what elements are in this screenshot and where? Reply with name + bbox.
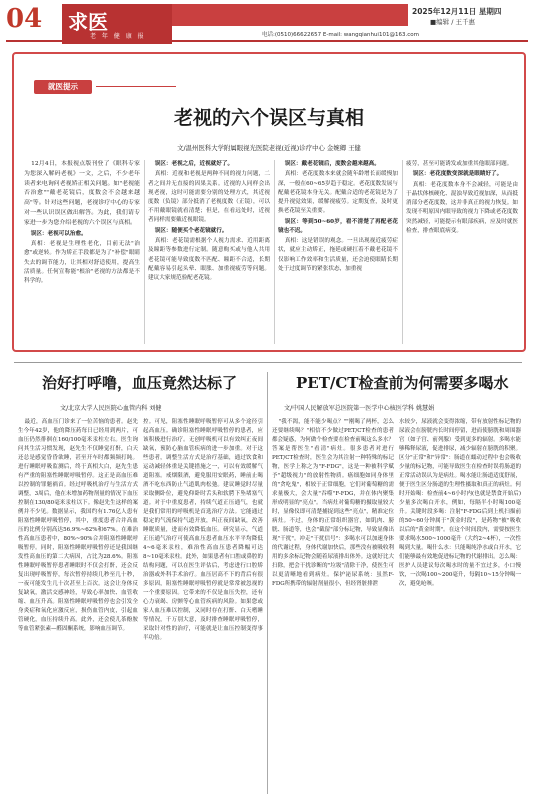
section-rule bbox=[14, 362, 522, 363]
article-left-title: 治好打呼噜，血压竟然达标了 bbox=[42, 374, 238, 392]
contact-line: 电话:(0510)66622657 E-mail: wangqianhui101@163.com bbox=[262, 32, 419, 38]
masthead-red-band bbox=[172, 4, 408, 26]
myth-truth: 真相：老花度数本身不会减轻，可能是由于晶状体核硬化、混浊导致近视加深，从而抵消部分老花度数，这并非真正的视力恢复。如发现不明原因内眼导致的视力下降或老花度数突然减轻，可能提示有眼部疾病，应及时就医检查，排查眼底病变。 bbox=[406, 181, 518, 234]
feature-column-1 bbox=[24, 160, 140, 346]
column-divider bbox=[144, 160, 145, 344]
column-divider bbox=[274, 160, 275, 344]
article-left-text: 最近，高血压门诊来了一位苦恼的患者。赵先生今年42岁，他的降压药每日已经用到两片，可血压仍然徘徊在160/100毫米汞柱左右。医生询问其生活习惯发现，赵先生不仅睡觉打鼾，白天还总是感觉昏昏欲睡，甚至开车时都频频打盹。进行睡眠呼吸监测后，终于真相大白，赵先生患有严重的阻塞性睡眠呼吸暂停。这正是高血压难以控制的罪魁祸首。经过呼吸机治疗与生活方式调整，3周后，他在未增加药物剂量的情况下血压控制在130/80毫米汞柱以下。像赵先生这样的案例并不少见。数据显示，我国约有1.76亿人患有阻塞性睡眠呼吸暂停，其中，重度患者合并高血压的比例分别高达56.9%~62%和67%。在难治性高血压患者中，80%~90%合并阻塞性睡眠呼吸暂停。同时，阻塞性睡眠呼吸暂停还是我国继发性高血压的第二大病因，占比为28.6%。阻塞性睡眠呼吸暂停患者睡眠时不仅会打鼾，还会反复出现呼吸暂停，每次暂停持续几秒至几十秒，一夜可能发生几十次甚至上百次。这会让身体反复缺氧，激活交感神经，导致心率加快、血管收缩、血压升高。阻塞性睡眠呼吸暂停也会引发全身炎症和氧化应激反应，损伤血管内皮，引起血管硬化，血压持续升高。此外，还会使儿茶酚胺等血管紧张素—醛固酮系统，影响血压调节。 bbox=[18, 419, 138, 632]
section-title: 求医 bbox=[68, 10, 108, 34]
page-number: 04 bbox=[6, 4, 43, 34]
feature-byline: 文/温州医科大学附属眼视光医院老视(近视)诊疗中心 金婉卿 王健 bbox=[177, 144, 361, 152]
column-divider bbox=[402, 160, 403, 344]
masthead-rule bbox=[6, 40, 528, 42]
myth-truth: 真相：老花度数本来就会随年龄增长而缓慢加深，一般在60~65岁趋于稳定。老花度数发展与配戴老花镜本身无关。配戴合适的老花镜是为了提升视觉效果，缓解视疲劳。定期复查，及时更换老花镜至关重要。 bbox=[278, 171, 398, 215]
article-right-text: "我不渴，能不能少喝点？""刚喝了两杯，怎么还要继续喝？"相信不少做过PET/CT检查的患者都会疑惑，为何做个检查要在检查前喝这么多水？答案是帮医生"看清"病灶。很多患者对进行PET/CT检查时，医生会为其注射一种特殊的标记物，医学上称之为"F-FDG"，这是一种被科学赋予"超级视力"的放射性物质。癌细胞如同身体里的"贪吃鬼"，相较于正常细胞，它们对葡萄糖的需求量极大，会大量"吞噬"F-FDG，并在体内聚集形成明显的"亮点"。当病灶对葡萄糖的摄取量较大时，显像仪即可清楚捕捉到这些"亮点"，精准定位病灶。不过，身体的正常组织器官，如肌肉、膀胱、肠道等，也会"截留"部分标记物，导致显像出现"干扰"。冲走"干扰信号"：多喝水可以加速身体的代谢过程，身体代谢加快后，那些没有被吸收利用的多余标记物会随着尿液排出体外。这就好比大扫除，把会干扰诊断的"垃圾"清除干净，使医生可以更清晰地看到病灶。保护泌尿系统：虽然F-FDG所携带的辐射剂量很小，但经肾脏排泄 bbox=[272, 419, 394, 587]
myth-heading: 误区：随便买个老花镜就行。 bbox=[154, 227, 228, 234]
article-right-title: PET/CT检查前为何需要多喝水 bbox=[296, 374, 509, 392]
section-masthead bbox=[62, 4, 172, 44]
editor-credit: ■编辑 / 王千惠 bbox=[430, 18, 475, 26]
myth-truth: 真相：这是错误的观念。一旦出现视近疲劳症状，就应主动矫正，拖延或硬扛着不戴老花镜不仅影响工作效率和生活质量，还会迫使眼睛长期处于过度调节的紧张状态，加重视 bbox=[278, 238, 398, 272]
myth-truth: 真相：老视是生理性老化，目前无法"治愈"或逆转。作为矫正手段都是为了"补偿"眼睛失去的调节能力，让其相对舒适使用，提高生活质量。任何宣称能"根治"老视的方法都是不科学的。 bbox=[24, 241, 140, 284]
feature-headline: 老视的六个误区与真相 bbox=[173, 107, 364, 129]
article-right-column-1 bbox=[272, 418, 394, 796]
myth-heading: 误区：老花度数变深就是眼睛好了。 bbox=[412, 171, 503, 178]
article-left-column-2 bbox=[143, 418, 263, 796]
tag-underline bbox=[96, 86, 176, 87]
myth-truth: 真相：老花镜需根据个人视力需求、近用距离及瞳距等参数进行定制。随意购买或与他人共用老花镜可能导致度数不匹配、瞳距不合适，长期配戴容易引起头晕、眼胀、加重视疲劳等问题。建议大家规范验配老花镜。 bbox=[148, 238, 270, 281]
article-left-text: 控。可见，阻塞性睡眠呼吸暂停可从多个途径引起高血压。确诊阻塞性睡眠呼吸暂停的患者，应该积极进行治疗。无创呼吸机可以有效纠正夜间缺氧，预防心脑血管疾病的进一步加重。对于这些患者，调整生活方式是治疗基础，通过饮食和运动减轻体重是关键措施之一，可以有效缓解气道阻塞。戒烟限酒，避免服用安眠药，睡前止喝酒不吃东西防止气道肌肉松弛。建议睡觉时尽量采取侧卧位，避免仰卧时舌头和软腭下坠堵塞气道。对于中重度患者，持续气道正压通气，也就是我们常用的呼吸机是首选治疗方法。它能通过稳定的气流保持气道开放，纠正夜间缺氧，改善睡眠质量，进而有效降低血压。研究显示，气道正压通气治疗可使高血压患者血压水平平均降低4~6毫米汞柱，难治性高血压患者降幅可达8~10毫米汞柱。此外，如果患者有口腔或鼻腔的结构问题，可以在医生评估后，考虑进行口腔矫治器或外科手术治疗。血压居高不下的背后有很多原因，阻塞性睡眠呼吸暂停就是常常被忽视的一个重要原因。它带来的不仅是血压失控，还有心力衰竭、房颤等心血管疾病的风险。如果您或家人血压难以控制，又同时存在打鼾、白天嗜睡等情况，千万别大意，及时排查睡眠呼吸暂停，采取针对性的治疗，可能就是让血压控制变得事半功倍。 bbox=[143, 419, 263, 641]
section-subtitle: 老 年 健 康 报 bbox=[90, 33, 146, 40]
feature-tag: 就医提示 bbox=[34, 80, 92, 94]
myth-heading: 误区：等到50~60岁，看不清楚了再配老花镜也不迟。 bbox=[278, 218, 398, 234]
feature-column-2 bbox=[148, 160, 270, 346]
myth-truth: 真相：近视和老视是两种不同的视力问题，二者之间并无直接的因果关系。近视的人同样会出现老视，这时可能需要分别的处理方式，其近视度数（负镜）部分抵消了老视度数（正镜），可以不用戴眼镜就看清楚；但是，在看远处时，近视者同样需要戴近视眼镜。 bbox=[148, 171, 270, 224]
feature-column-4 bbox=[406, 160, 518, 346]
feature-lead: 12月4日，本报视点版刊登了《眼科专家为您深入解码老视》一文，之后，不少老年读者来电询问老视矫正相关问题。如"老视能否治愈""戴老花镜后，度数会不会越来越高"等。针对这些问题，老视诊疗中心的专家对一些认识误区做出解答。为此，我们请专家进一步为您介绍老视的六个误区与真相。 bbox=[24, 161, 140, 226]
article-right-column-2 bbox=[399, 418, 521, 796]
issue-date: 2025年12月11日 星期四 bbox=[412, 7, 502, 16]
myth-heading: 误区：戴老花镜后，度数会越来越高。 bbox=[284, 161, 380, 167]
myth-truth-continued: 疲劳，甚至可能诱发或加重其他眼部问题。 bbox=[406, 161, 513, 167]
feature-column-3 bbox=[278, 160, 398, 346]
article-separator bbox=[267, 372, 268, 794]
article-left-column-1 bbox=[18, 418, 138, 796]
article-right-byline: 文/中国人民解放军总医院第一医学中心核医学科 姚慧娟 bbox=[284, 405, 435, 412]
myth-heading: 误区：老视之后，近视就好了。 bbox=[154, 161, 234, 167]
article-right-text: 水较少，尿液就会变得浓缩，带有放射性标记物的尿液会在膀胱内长时间停留，进而使膀胱和周围器官（如子宫、前列腺）受到更多的辐射。多喝水能够稀释尿液，促进排尿，减少辐射在膀胱的积聚。区分"正常"和"异常"：肠道在蠕动过程中也会吸收少量的标记物，可能导致医生在检查时误将肠道的正常活动误认为是病灶。喝水能让肠道适度舒展，便于医生区分肠道的生理性摄取和真正的病灶。何时开始喝：检查前4~6小时内(也就是禁食开始后)少量多次喝白开水，例如，每隔半小时喝100毫升。关键时段多喝：注射"F-FDG后到上机扫描前的50~60分钟属于"黄金时段"，是药物"被"吸收以后的"黄金时期"。在这个时间段内，需要按医生要求喝水500~1000毫升（大约2~4杯），一次性喝到大量。喝什么水：只能喝纯净水或白开水，它们能够最有效地促进标记物的代谢排出。怎么喝：医护人员建议每次喝水时的量不宜过多，小口慢饮，一次喝100~200毫升，每隔10~15分钟喝一次，避免呛咳。 bbox=[399, 419, 521, 587]
article-left-byline: 文/北京大学人民医院心血管内科 刘健 bbox=[60, 405, 162, 412]
myth-heading: 误区：老视可以治愈。 bbox=[30, 230, 87, 237]
